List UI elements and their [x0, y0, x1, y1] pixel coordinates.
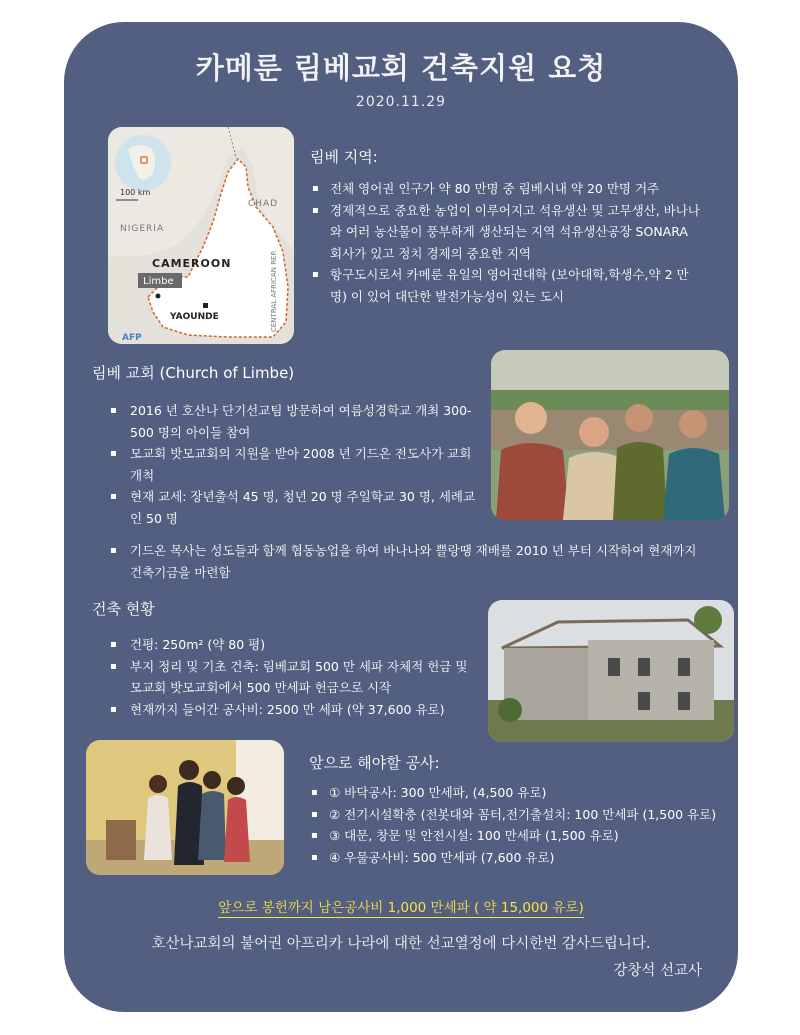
list-item: ▪ ③ 대문, 창문 및 안전시설: 100 만세파 (1,500 유로) — [309, 825, 716, 847]
church-list — [108, 400, 482, 529]
list-item: ▪ 2016 년 호산나 단기선교팀 방문하여 여름성경학교 개최 300-500 명의 아이들 참여 — [108, 400, 482, 443]
limbe-region-heading: 림베 지역: — [310, 148, 378, 166]
family-photo — [491, 350, 729, 520]
map-limbe-label: Limbe — [143, 276, 174, 287]
map-car-label: CENTRAL AFRICAN REP. — [270, 250, 278, 332]
building-photo-graphic — [488, 600, 734, 742]
date-label: 2020.11.29 — [355, 94, 447, 110]
map-graphic — [108, 127, 294, 344]
missionary-signature: 강창석 선교사 — [613, 963, 702, 979]
construction-heading: 건축 현황 — [92, 600, 155, 618]
map-nigeria-label: NIGERIA — [120, 224, 165, 234]
list-item: ▪ 부지 정리 및 기초 건축: 림베교회 500 만 세파 자체적 헌금 및 모교회 밧모교회에서 500 만세파 헌금으로 시작 — [108, 656, 470, 699]
family-photo-graphic — [491, 350, 729, 520]
limbe-region-list — [310, 178, 702, 307]
list-item: ▪ 현재 교세: 장년출석 45 명, 청년 20 명 주일학교 30 명, 세례교인 50 명 — [108, 486, 482, 529]
map-chad-label: CHAD — [248, 199, 279, 209]
list-item: ▪ 현재까지 들어간 공사비: 2500 만 세파 (약 37,600 유로) — [108, 699, 470, 721]
map-afp-label: AFP — [122, 333, 142, 343]
list-item: ▪ ② 전기시설확충 (전봇대와 꼼터,전기출설치: 100 만세파 (1,500 유로) — [309, 804, 716, 826]
list-item: ▪ 항구도시로서 카메룬 유일의 영어권대학 (보아대학,학생수,약 2 만명) 이 있어 대단한 발전가능성이 있는 도시 — [310, 264, 702, 307]
group-photo-graphic — [86, 740, 284, 875]
list-item: ▪ 모교회 밧모교회의 지원을 받아 2008 년 기드온 전도사가 교회 개척 — [108, 443, 482, 486]
flyer-card — [64, 22, 738, 1012]
church-list-wide — [108, 540, 708, 583]
remaining-cost-text: 앞으로 봉헌까지 남은공사비 1,000 만세파 ( 약 15,000 유로) — [218, 900, 584, 916]
map-cameroon-label: CAMEROON — [152, 257, 232, 270]
map-scale-label: 100 km — [120, 188, 151, 197]
list-item: ▪ 건평: 250m² (약 80 평) — [108, 634, 470, 656]
page-title: 카메룬 림베교회 건축지원 요청 — [195, 51, 607, 85]
list-item: ▪ 전체 영어권 인구가 약 80 만명 중 림베시내 약 20 만명 거주 — [310, 178, 702, 200]
cameroon-map — [108, 127, 294, 344]
map-yaounde-label: YAOUNDE — [170, 312, 219, 322]
future-work-list — [309, 782, 716, 868]
construction-list — [108, 634, 470, 720]
list-item: ▪ ① 바닥공사: 300 만세파, (4,500 유로) — [309, 782, 716, 804]
group-photo — [86, 740, 284, 875]
list-item: ▪ ④ 우물공사비: 500 만세파 (7,600 유로) — [309, 847, 716, 869]
building-photo — [488, 600, 734, 742]
remaining-cost-summary — [64, 896, 738, 916]
future-work-heading: 앞으로 해야할 공사: — [309, 754, 440, 772]
list-item: ▪ 기드온 목사는 성도들과 함께 협동농업을 하여 바나나와 쁠랑땡 재배를 2010 년 부터 시작하여 현재까지 건축기금을 마련함 — [108, 540, 708, 583]
list-item: ▪ 경제적으로 중요한 농업이 이루어지고 석유생산 및 고무생산, 바나나와 여러 농산물이 풍부하게 생산되는 지역 석유생산공장 SONARA 회사가 있고 정치 경제의 중요한 지역 — [310, 200, 702, 265]
thanks-message: 호산나교회의 불어권 아프리카 나라에 대한 선교열정에 다시한번 감사드립니다. — [151, 936, 651, 952]
church-heading: 림베 교회 (Church of Limbe) — [92, 364, 295, 382]
